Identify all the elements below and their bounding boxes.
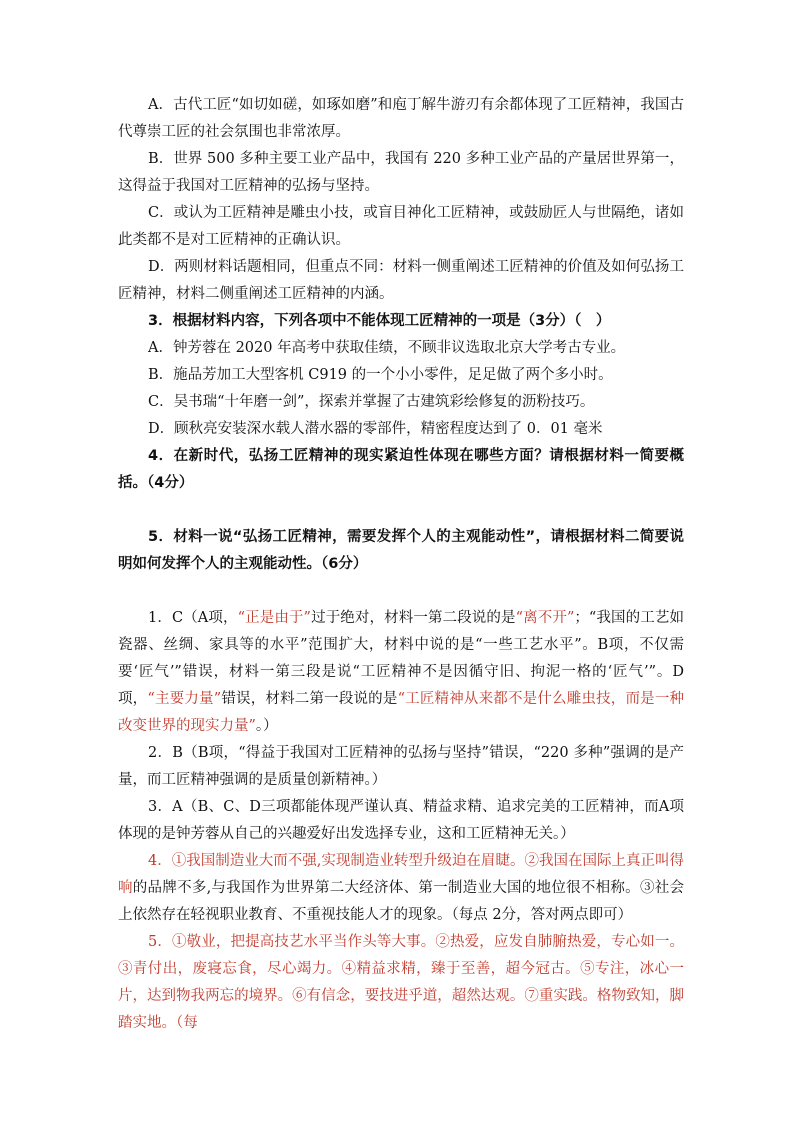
option-q3-c: C．吴书瑞“十年磨一剑”，探索并掌握了古建筑彩绘修复的沥粉技巧。 (148, 394, 595, 410)
answer-3: 3．A（B、C、D三项都能体现严谨认真、精益求精、追求完美的工匠精神，而A项体现的是钟芳蓉从自己的兴趣爱好出发选择专业，这和工匠精神无关。） (118, 799, 684, 842)
document-content (118, 92, 684, 1037)
answer-4-part: 4．①我国制造业大而不强,实现制造业转型升级迫在眉睫。②我国在国际上真正叫得响 (118, 853, 684, 896)
option-q2-b: B．世界 500 多种主要工业产品中，我国有 220 多种工业产品的产量居世界第一，这得益于我国对工匠精神的弘扬与坚持。 (118, 151, 684, 194)
spacer (118, 497, 684, 524)
answer-1-highlight: “工匠精神从来都不是什么雕虫技，而是一种改变世界的现实力量” (118, 691, 685, 734)
option-q3-b: B．施品芳加工大型客机 C919 的一个小小零件，足足做了两个多小时。 (148, 367, 613, 383)
answer-1-highlight: “离不开” (515, 610, 575, 626)
option-q2-a: A．古代工匠“如切如磋，如琢如磨”和庖丁解牛游刃有余都体现了工匠精神，我国古代尊崇工匠的社会氛围也非常浓厚。 (118, 97, 684, 140)
question-3-stem: 3．根据材料内容，下列各项中不能体现工匠精神的一项是（3分）（ ） (148, 313, 611, 329)
answer-1-part: 过于绝对，材料一第二段说的是 (310, 610, 516, 626)
option-q2-d: D．两则材料话题相同，但重点不同：材料一侧重阐述工匠精神的价值及如何弘扬工匠精神，材料二侧重阐述工匠精神的内涵。 (118, 259, 684, 302)
option-q3-d: D．顾秋亮安装深水载人潜水器的零部件，精密程度达到了 0．01 毫米 (148, 421, 603, 437)
option-q3-a: A．钟芳蓉在 2020 年高考中获取佳绩，不顾非议选取北京大学考古专业。 (148, 340, 626, 356)
question-5-stem: 5．材料一说“弘扬工匠精神，需要发挥个人的主观能动性”，请根据材料二简要说明如何发挥个人的主观能动性。（6分） (118, 529, 684, 572)
answer-1 (118, 605, 684, 740)
answer-2: 2．B（B项，“得益于我国对工匠精神的弘扬与坚持”错误，“220 多种”强调的是产量，而工匠精神强调的是质量创新精神。） (118, 745, 684, 788)
option-q2-c: C．或认为工匠精神是雕虫小技，或盲目神化工匠精神，或鼓励匠人与世隔绝，诸如此类都不是对工匠精神的正确认识。 (118, 205, 684, 248)
answer-4-part: 的品牌不多,与我国作为世界第二大经济体、第一制造业大国的地位很不相称。③社会上依然存在轻视职业教育、不重视技能人才的现象。（每点 2分，答对两点即可） (118, 880, 685, 923)
answer-1-part: 1．C（A项， (148, 610, 238, 626)
question-4-stem: 4．在新时代，弘扬工匠精神的现实紧迫性体现在哪些方面？请根据材料一简要概括。（4分） (118, 448, 684, 491)
answer-1-highlight: “主要力量” (147, 691, 222, 707)
answer-1-highlight: “正是由于” (237, 610, 311, 626)
answer-1-part: 。） (255, 718, 278, 734)
answer-1-part: 错误，材料二第一段说的是 (221, 691, 398, 707)
spacer (118, 578, 684, 605)
answer-5: 5．①敬业，把提高技艺水平当作头等大事。②热爱，应发自肺腑热爱，专心如一。③青付出，废寝忘食，尽心竭力。④精益求精，臻于至善，超今冠古。⑤专注，冰心一片，达到物我两忘的境界。⑥有信念，要技进乎道，超然达观。⑦重实践。格物致知，脚踏实地。（每 (118, 934, 684, 1031)
answer-4 (118, 848, 684, 929)
answer-1-part: ；“我国的工艺如瓷器、丝绸、家具等的水平”范围扩大，材料中说的是“一些工艺水平”。B项，不仅需要‘匠气’”错误，材料一第三段是说“工匠精神不是因循守旧、拘泥一格的‘匠气’”。D项， (118, 610, 685, 707)
